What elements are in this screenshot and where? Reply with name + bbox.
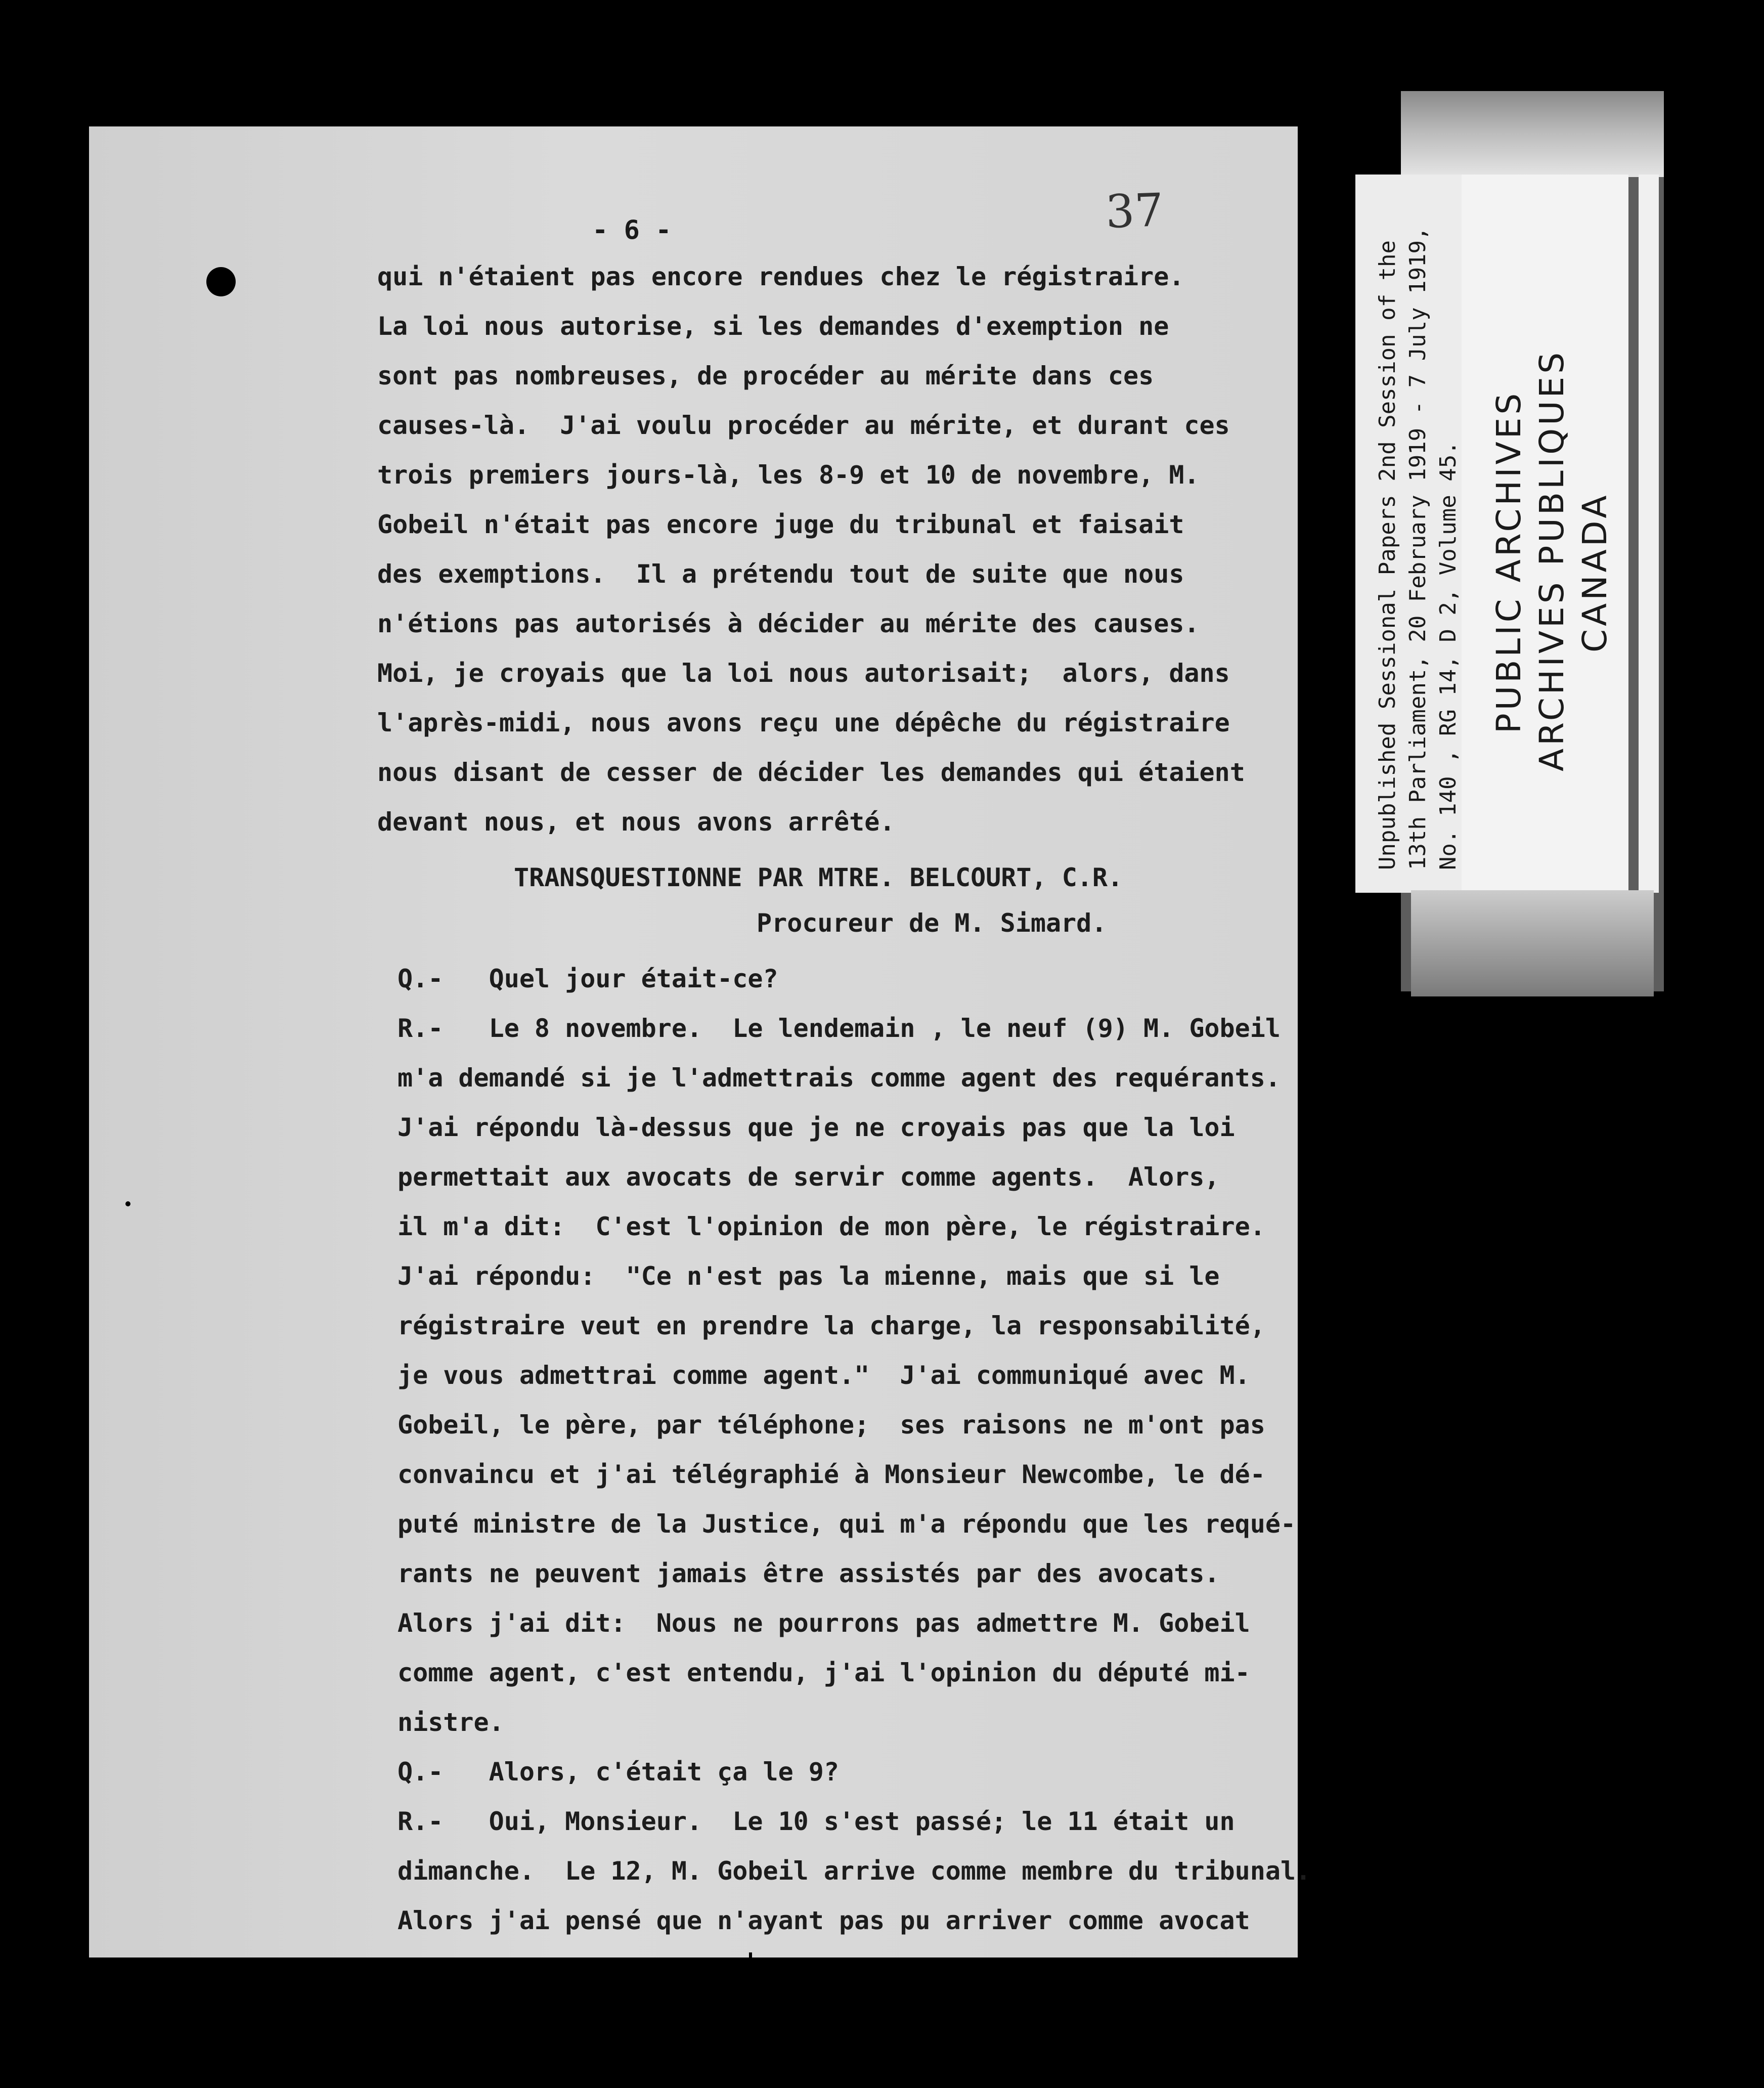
text-line: comme agent, c'est entendu, j'ai l'opinion du député mi- <box>398 1658 1250 1687</box>
text-line: qui n'étaient pas encore rendues chez le régistraire. <box>377 262 1184 291</box>
text-line: permettait aux avocats de servir comme agents. Alors, <box>398 1162 1220 1192</box>
text-line: convaincu et j'ai télégraphié à Monsieur Newcombe, le dé- <box>398 1460 1265 1489</box>
text-line: m'a demandé si je l'admettrais comme agent des requérants. <box>398 1063 1281 1093</box>
archive-citation-line: 13th Parliament, 20 February 1919 - 7 July 1919, <box>1405 227 1431 870</box>
page-number: - 6 - <box>592 215 672 245</box>
archive-name-line: ARCHIVES PUBLIQUES <box>1532 349 1571 771</box>
text-line: J'ai répondu là-dessus que je ne croyais pas que la loi <box>398 1113 1235 1142</box>
text-line: Moi, je croyais que la loi nous autorisait; alors, dans <box>377 659 1230 688</box>
text-line: je vous admettrai comme agent." J'ai communiqué avec M. <box>398 1361 1250 1390</box>
text-line: Alors j'ai dit: Nous ne pourrons pas admettre M. Gobeil <box>398 1608 1250 1638</box>
text-line: devant nous, et nous avons arrêté. <box>377 807 895 837</box>
text-line: Gobeil, le père, par téléphone; ses raisons ne m'ont pas <box>398 1410 1265 1440</box>
text-line: puté ministre de la Justice, qui m'a répondu que les requé- <box>398 1509 1296 1539</box>
answer-line: R.- Oui, Monsieur. Le 10 s'est passé; le 11 était un <box>398 1807 1235 1836</box>
archive-name-line: CANADA <box>1575 492 1614 652</box>
text-line: nistre. <box>398 1708 504 1737</box>
answer-line: R.- Le 8 novembre. Le lendemain , le neuf (9) M. Gobeil <box>398 1014 1281 1043</box>
text-line: Alors j'ai pensé que n'ayant pas pu arriver comme avocat <box>398 1906 1250 1935</box>
bottom-mark <box>749 1952 752 1961</box>
archive-citation-line: Unpublished Sessional Papers 2nd Session of the <box>1375 240 1400 870</box>
text-line: nous disant de cesser de décider les demandes qui étaient <box>377 758 1245 787</box>
text-line: n'étions pas autorisés à décider au mérite des causes. <box>377 609 1200 638</box>
text-line: régistraire veut en prendre la charge, la responsabilité, <box>398 1311 1265 1340</box>
stamp-number: 37 <box>1105 184 1165 239</box>
text-line: sont pas nombreuses, de procéder au mérite dans ces <box>377 361 1154 390</box>
text-line: rants ne peuvent jamais être assistés par des avocats. <box>398 1559 1220 1588</box>
archive-label-top <box>1401 91 1664 177</box>
text-line: causes-là. J'ai voulu procéder au mérite, et durant ces <box>377 411 1230 440</box>
question-line: Q.- Quel jour était-ce? <box>398 964 778 993</box>
text-line: dimanche. Le 12, M. Gobeil arrive comme membre du tribunal. <box>398 1856 1311 1886</box>
text-line: des exemptions. Il a prétendu tout de suite que nous <box>377 559 1184 589</box>
section-subheading: Procureur de M. Simard. <box>757 908 1107 938</box>
archive-name-line: PUBLIC ARCHIVES <box>1489 390 1528 733</box>
text-line: J'ai répondu: "Ce n'est pas la mienne, mais que si le <box>398 1262 1220 1291</box>
text-line: trois premiers jours-là, les 8-9 et 10 de novembre, M. <box>377 460 1200 490</box>
punch-hole <box>206 267 236 296</box>
archive-citation-line: No. 140 , RG 14, D 2, Volume 45. <box>1435 441 1461 870</box>
document-page <box>89 126 1311 1958</box>
margin-mark <box>125 1201 130 1206</box>
text-line: l'après-midi, nous avons reçu une dépêche du régistraire <box>377 708 1230 737</box>
section-heading: TRANSQUESTIONNE PAR MTRE. BELCOURT, C.R. <box>514 863 1123 892</box>
archive-label-bottom <box>1411 890 1654 996</box>
text-line: La loi nous autorise, si les demandes d'exemption ne <box>377 312 1169 341</box>
text-line: il m'a dit: C'est l'opinion de mon père, le régistraire. <box>398 1212 1265 1241</box>
question-line: Q.- Alors, c'était ça le 9? <box>398 1757 839 1787</box>
text-line: Gobeil n'était pas encore juge du tribunal et faisait <box>377 510 1184 539</box>
archive-label-edge <box>1639 175 1659 893</box>
